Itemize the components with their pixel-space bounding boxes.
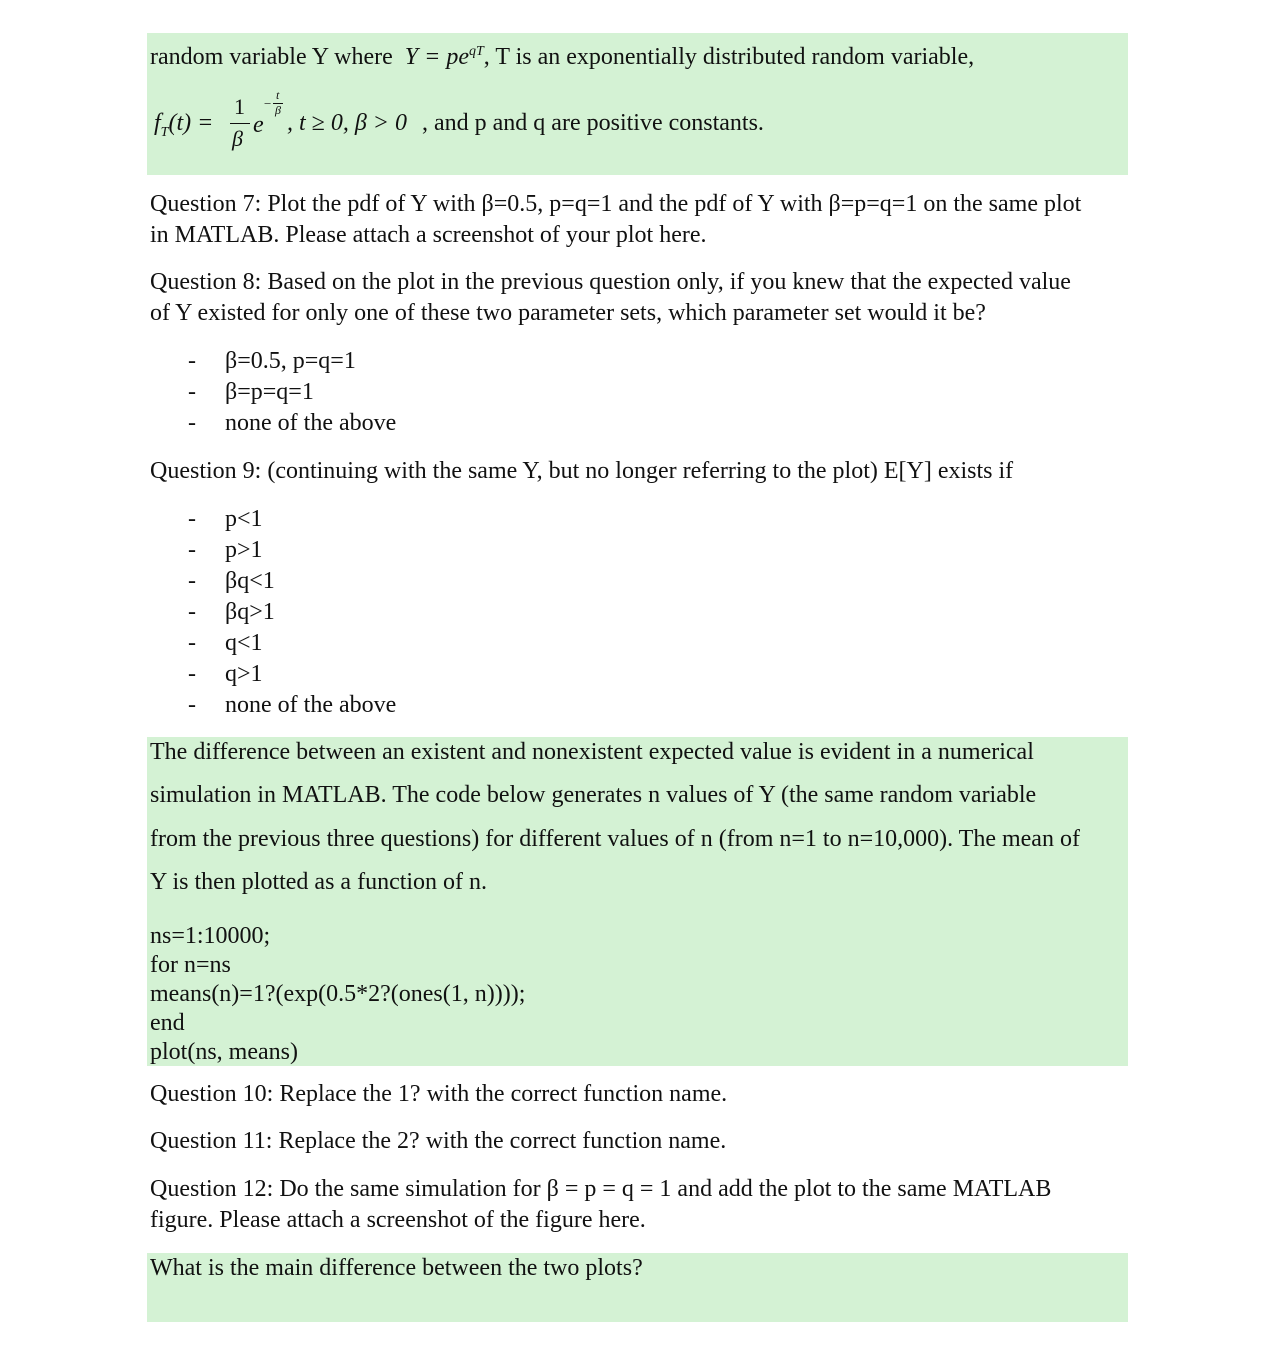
question-12-line-2: figure. Please attach a screenshot of the figure here. <box>150 1207 646 1233</box>
list-dash: - <box>188 410 196 436</box>
q9-option: βq>1 <box>225 599 275 625</box>
code-line: ns=1:10000; <box>150 923 271 949</box>
pdf-t: (t) = <box>168 110 214 136</box>
question-11: Question 11: Replace the 2? with the correct function name. <box>150 1128 727 1154</box>
pdf-f: f <box>154 110 161 136</box>
code-line: plot(ns, means) <box>150 1039 298 1065</box>
pdf-exp-den: β <box>275 103 281 117</box>
q8-option: β=p=q=1 <box>225 379 314 405</box>
pdf-denominator: β <box>232 126 243 151</box>
list-dash: - <box>188 661 196 687</box>
q9-option: q>1 <box>225 661 263 687</box>
q8-option: β=0.5, p=q=1 <box>225 348 356 374</box>
question-7-line-1: Question 7: Plot the pdf of Y with β=0.5, p=q=1 and the pdf of Y with β=p=q=1 on the same plot <box>150 191 1082 217</box>
question-12-line-1: Question 12: Do the same simulation for β = p = q = 1 and add the plot to the same MATLAB <box>150 1176 1052 1202</box>
pdf-formula <box>152 88 852 162</box>
formula-y-exponent: qT <box>468 44 484 59</box>
formula-y: $Y = pe^{qT}$ <box>404 44 484 70</box>
simulation-line-4: Y is then plotted as a function of n. <box>150 869 488 895</box>
question-7-line-2: in MATLAB. Please attach a screenshot of your plot here. <box>150 222 707 248</box>
list-dash: - <box>188 599 196 625</box>
list-dash: - <box>188 692 196 718</box>
q9-option: none of the above <box>225 692 397 718</box>
pdf-exp-sign: − <box>264 96 272 111</box>
intro-line-1 <box>150 37 974 72</box>
final-question: What is the main difference between the two plots? <box>150 1255 643 1281</box>
question-8-line-1: Question 8: Based on the plot in the previous question only, if you knew that the expected value <box>150 269 1071 295</box>
code-line: end <box>150 1010 185 1036</box>
q9-option: q<1 <box>225 630 263 656</box>
code-line: means(n)=1?(exp(0.5*2?(ones(1, n)))); <box>150 981 526 1007</box>
q9-option: p>1 <box>225 537 263 563</box>
pdf-condition: , t ≥ 0, β > 0 <box>287 110 407 136</box>
question-10: Question 10: Replace the 1? with the correct function name. <box>150 1081 728 1107</box>
pdf-tail: , and p and q are positive constants. <box>422 110 764 136</box>
pdf-subscript: T <box>160 124 169 140</box>
q9-option: βq<1 <box>225 568 275 594</box>
pdf-fraction-bar <box>230 123 250 124</box>
list-dash: - <box>188 537 196 563</box>
simulation-line-3: from the previous three questions) for different values of n (from n=1 to n=10,000). The mean of <box>150 826 1080 852</box>
code-line: for n=ns <box>150 952 231 978</box>
list-dash: - <box>188 379 196 405</box>
simulation-line-2: simulation in MATLAB. The code below generates n values of Y (the same random variable <box>150 782 1037 808</box>
list-dash: - <box>188 630 196 656</box>
pdf-e: e <box>253 112 264 138</box>
pdf-numerator: 1 <box>234 94 245 119</box>
intro-text-b: , T is an exponentially distributed random variable, <box>483 44 975 70</box>
question-9-line-1: Question 9: (continuing with the same Y, but no longer referring to the plot) E[Y] exists if <box>150 458 1014 484</box>
simulation-line-1: The difference between an existent and nonexistent expected value is evident in a numerical <box>150 739 1034 765</box>
question-8-line-2: of Y existed for only one of these two parameter sets, which parameter set would it be? <box>150 300 986 326</box>
list-dash: - <box>188 348 196 374</box>
pdf-exp-num: t <box>276 88 280 102</box>
q9-option: p<1 <box>225 506 263 532</box>
q8-option: none of the above <box>225 410 397 436</box>
list-dash: - <box>188 568 196 594</box>
list-dash: - <box>188 506 196 532</box>
intro-text-a: random variable Y where <box>150 44 393 70</box>
